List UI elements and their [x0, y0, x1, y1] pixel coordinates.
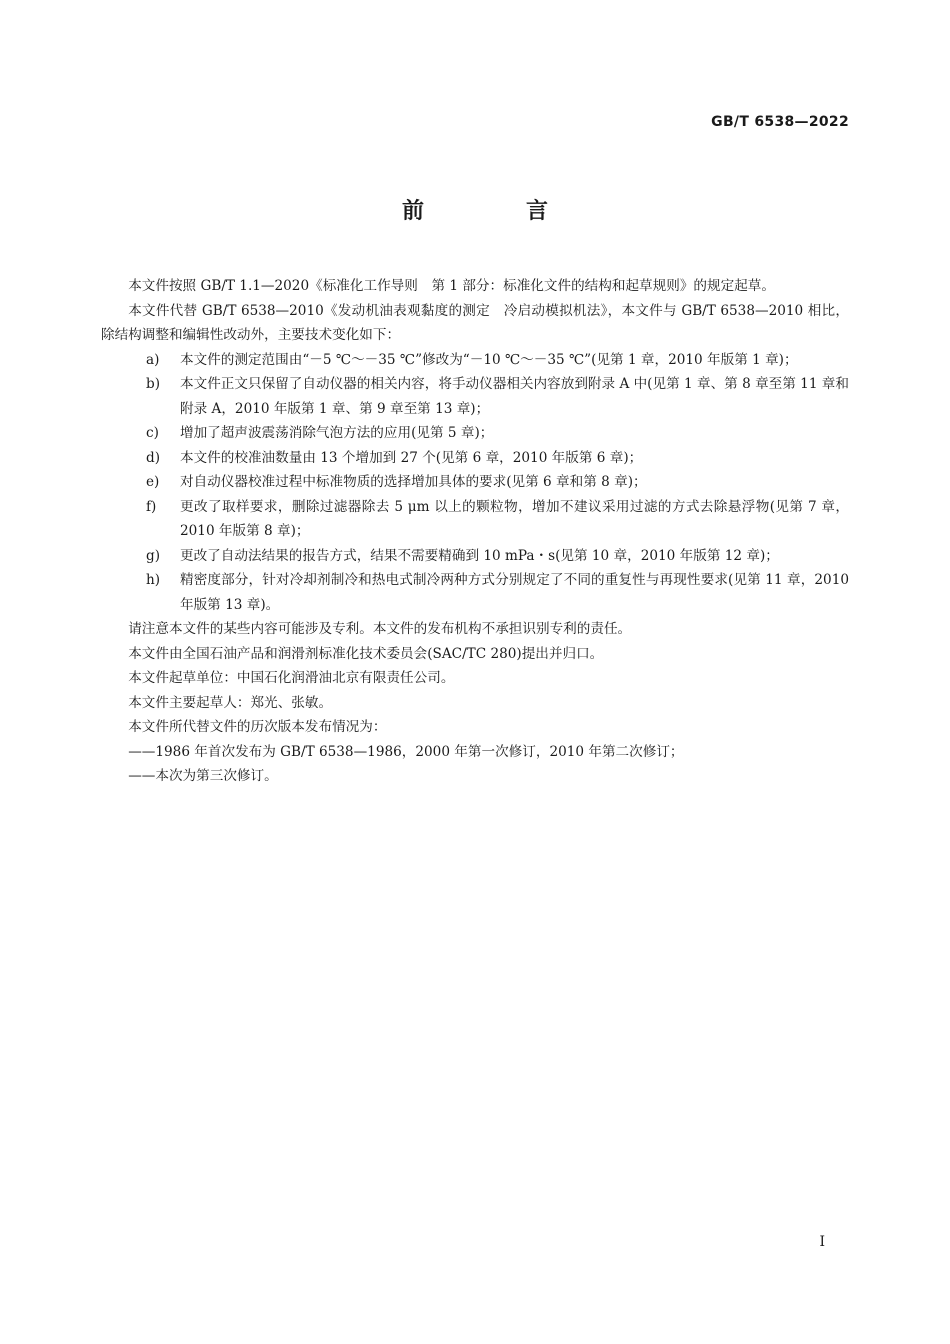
change-label: d): [146, 449, 161, 466]
history-item: ——本次为第三次修订。: [128, 768, 278, 784]
paragraph-proposer: 本文件由全国石油产品和润滑剂标准化技术委员会(SAC/TC 280)提出并归口。: [128, 645, 604, 662]
paragraph-drafting-unit: 本文件起草单位：中国石化润滑油北京有限责任公司。: [128, 670, 455, 686]
paragraph-replacement: 本文件代替 GB/T 6538—2010《发动机油表观黏度的测定 冷启动模拟机法》，本文件与 GB/T 6538—2010 相比，除结构调整和编辑性改动外，主要技术变化如下：: [101, 302, 849, 343]
standard-number: GB/T 6538—2022: [711, 114, 849, 130]
change-text: 对自动仪器校准过程中标准物质的选择增加具体的要求(见第 6 章和第 8 章)；: [180, 474, 647, 490]
change-label: e): [146, 474, 160, 490]
paragraph-patent-notice: 请注意本文件的某些内容可能涉及专利。本文件的发布机构不承担识别专利的责任。: [128, 621, 632, 637]
change-text: 精密度部分，针对冷却剂制冷和热电式制冷两种方式分别规定了不同的重复性与再现性要求(见第 11 章，2010 年版第 13 章)。: [180, 572, 849, 613]
foreword-body: [101, 274, 849, 789]
change-item-f: [146, 495, 849, 544]
page-title: 前 言: [401, 199, 588, 224]
history-item: ——1986 年首次发布为 GB/T 6538—1986，2000 年第一次修订，2010 年第二次修订；: [128, 743, 684, 760]
change-item-h: [146, 568, 849, 617]
change-text: 增加了超声波震荡消除气泡方法的应用(见第 5 章)；: [180, 425, 494, 441]
change-text: 本文件的测定范围由“－5 ℃～－35 ℃”修改为“－10 ℃～－35 ℃”(见第 1 章，2010 年版第 1 章)；: [180, 351, 798, 368]
change-label: f): [146, 498, 157, 515]
change-item-c: [146, 421, 849, 446]
change-text: 本文件的校准油数量由 13 个增加到 27 个(见第 6 章，2010 年版第 6 章)；: [180, 449, 643, 466]
change-item-a: [146, 348, 849, 373]
change-text: 更改了自动法结果的报告方式，结果不需要精确到 10 mPa・s(见第 10 章，2010 年版第 12 章)；: [180, 547, 779, 564]
change-item-b: [146, 372, 849, 421]
change-label: h): [146, 572, 161, 588]
paragraph-history-intro: 本文件所代替文件的历次版本发布情况为：: [128, 719, 387, 735]
change-item-d: [146, 446, 849, 471]
change-text: 本文件正文只保留了自动仪器的相关内容，将手动仪器相关内容放到附录 A 中(见第 1 章、第 8 章至第 11 章和附录 A，2010 年版第 1 章、第 9 章至第 13 章)；: [180, 376, 849, 417]
paragraph-drafting-rules: 本文件按照 GB/T 1.1—2020《标准化工作导则 第 1 部分：标准化文件的结构和起草规则》的规定起草。: [128, 278, 775, 294]
paragraph-drafters: 本文件主要起草人：郑光、张敏。: [128, 694, 333, 711]
change-item-e: [146, 470, 849, 495]
change-label: a): [146, 351, 160, 368]
change-label: b): [146, 376, 161, 392]
change-label: c): [146, 425, 159, 441]
change-text: 更改了取样要求，删除过滤器除去 5 μm 以上的颗粒物，增加不建议采用过滤的方式去除悬浮物(见第 7 章，2010 年版第 8 章)；: [180, 498, 849, 539]
change-label: g): [146, 547, 161, 564]
page-number: I: [819, 1234, 825, 1250]
change-item-g: [146, 544, 849, 569]
